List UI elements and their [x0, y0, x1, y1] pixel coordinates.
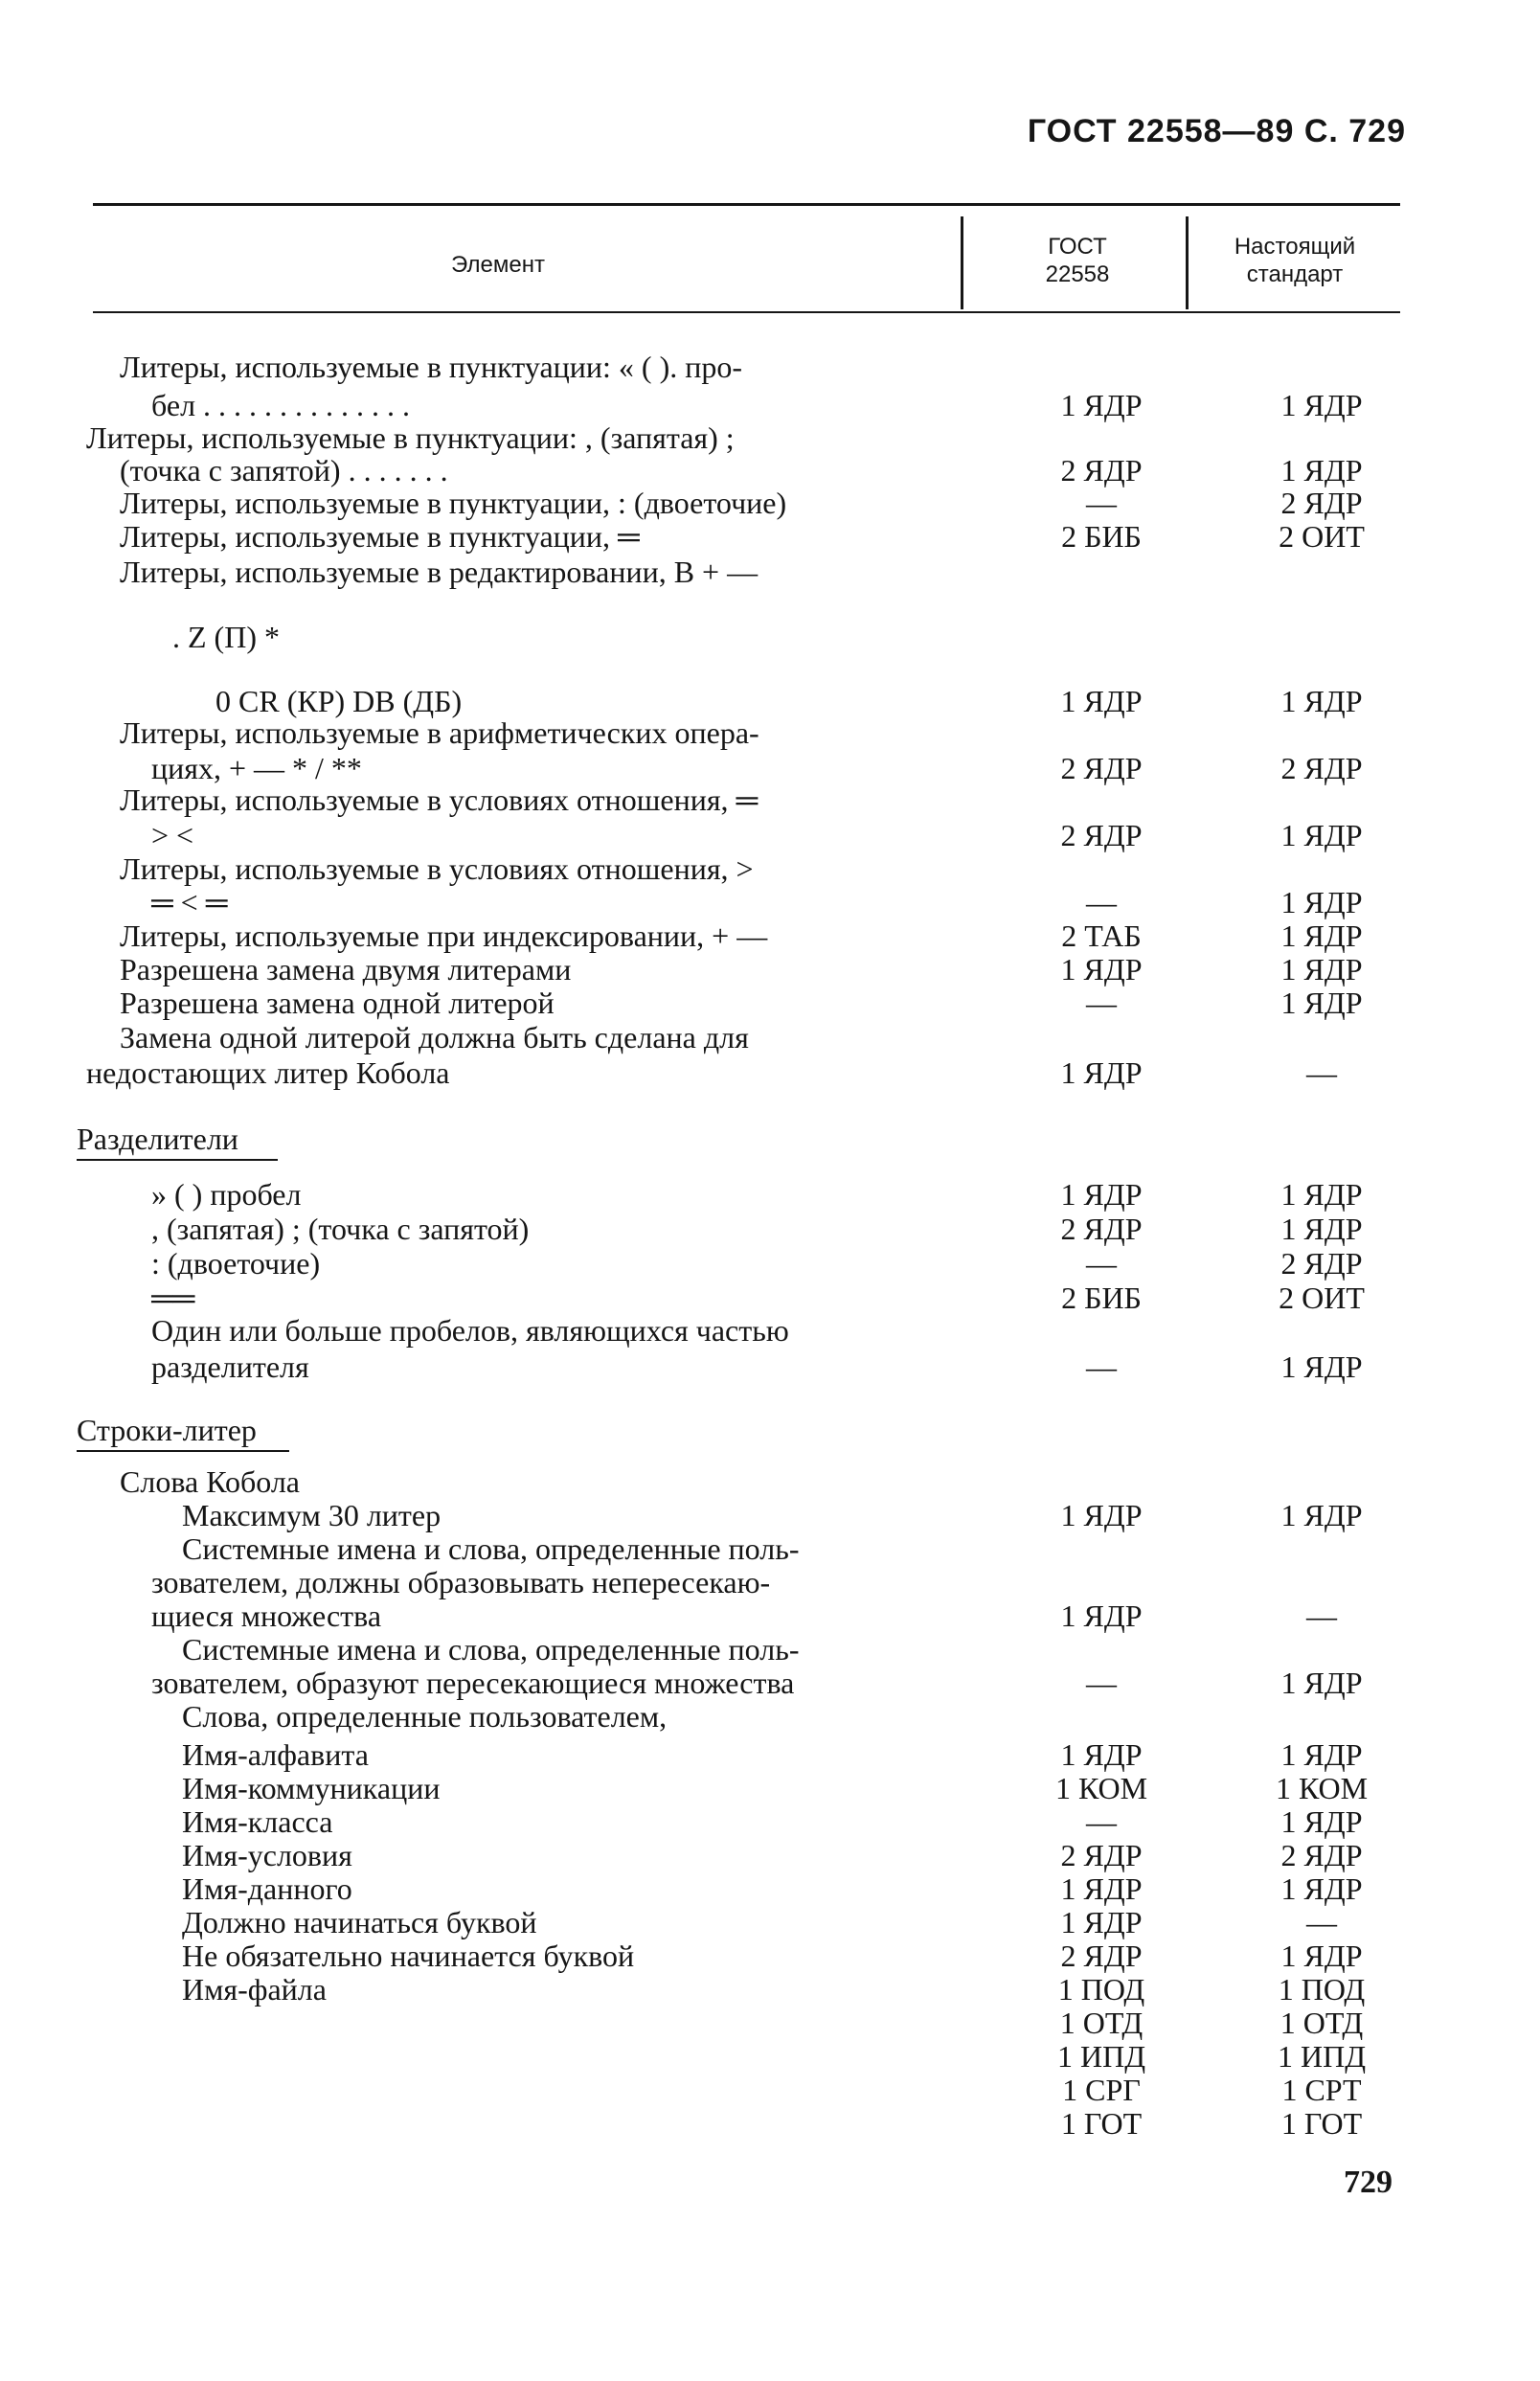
section-underline	[77, 1450, 289, 1452]
row-label: Один или больше пробелов, являющихся частью	[151, 1313, 789, 1348]
row-label: Литеры, используемые в условиях отношения, ═	[120, 782, 759, 817]
gost-value: 1 ЯДР	[1060, 1055, 1143, 1090]
gost-value: 2 БИБ	[1061, 519, 1142, 554]
table-row	[0, 2107, 1540, 2141]
column-divider-1	[961, 216, 963, 309]
standard-value: 1 ЯДР	[1280, 1804, 1363, 1839]
row-label: . Z (П) *	[172, 620, 280, 654]
gost-value: 1 ЯДР	[1060, 684, 1143, 718]
standard-value: 1 ОТД	[1280, 2006, 1364, 2040]
row-label: Системные имена и слова, определенные поль-	[182, 1531, 800, 1566]
row-label: циях, + — * / **	[151, 751, 362, 785]
row-label: Разрешена замена двумя литерами	[120, 952, 572, 986]
table-row	[0, 454, 1540, 488]
row-label: разделителя	[151, 1349, 309, 1384]
gost-value: 1 СРГ	[1062, 2073, 1141, 2107]
standard-value: 1 ЯДР	[1280, 1737, 1363, 1772]
gost-value: 2 ЯДР	[1060, 453, 1143, 488]
table-row	[0, 1667, 1540, 1700]
table-row	[0, 986, 1540, 1020]
table-row	[0, 1281, 1540, 1315]
gost-value: 1 ЯДР	[1060, 388, 1143, 422]
standard-value: 1 ЯДР	[1280, 952, 1363, 986]
gost-value: 1 КОМ	[1054, 1771, 1148, 1805]
row-label: Имя-условия	[182, 1838, 352, 1872]
gost-value: 1 ЯДР	[1060, 1498, 1143, 1532]
row-label: Литеры, используемые в пунктуации, ═	[120, 519, 640, 554]
table-row	[0, 1350, 1540, 1384]
standard-value: 1 ЯДР	[1280, 918, 1363, 953]
standard-value: 1 ЯДР	[1280, 1212, 1363, 1246]
standard-value: 1 ЯДР	[1280, 388, 1363, 422]
gost-value: 2 БИБ	[1061, 1281, 1142, 1315]
table-row	[0, 520, 1540, 554]
table-row	[0, 1973, 1540, 2007]
row-label: Не обязательно начинается буквой	[182, 1939, 635, 1973]
table-row	[0, 1021, 1540, 1054]
table-row	[0, 1633, 1540, 1667]
table-row	[0, 1939, 1540, 1973]
table-row	[0, 1738, 1540, 1772]
table-row	[0, 752, 1540, 785]
table-row	[0, 1805, 1540, 1839]
gost-value: 1 ГОТ	[1060, 2106, 1143, 2141]
table-row	[0, 1872, 1540, 1906]
gost-value: 1 ЯДР	[1060, 1871, 1143, 1906]
row-label: Слова Кобола	[120, 1464, 300, 1499]
row-label: Литеры, используемые при индексировании, + —	[120, 918, 768, 953]
standard-value: —	[1306, 1599, 1337, 1633]
row-label: Литеры, используемые в редактировании, В + —	[120, 555, 759, 589]
row-label: Должно начинаться буквой	[182, 1905, 537, 1939]
row-label: (точка с запятой) . . . . . . .	[120, 453, 448, 488]
standard-value: 2 ЯДР	[1280, 1246, 1363, 1281]
row-label: зователем, должны образовывать непересекаю-	[151, 1565, 771, 1599]
gost-value: 1 ЯДР	[1060, 952, 1143, 986]
table-row	[0, 1906, 1540, 1939]
standard-value: 2 ОИТ	[1279, 519, 1365, 554]
row-label: Имя-класса	[182, 1804, 333, 1839]
table-row	[0, 1465, 1540, 1499]
header-gost	[977, 233, 1178, 288]
standard-value: 1 ЯДР	[1280, 1498, 1363, 1532]
row-label: бел . . . . . . . . . . . . . .	[151, 388, 411, 422]
row-label: Имя-данного	[182, 1871, 352, 1906]
table-row	[0, 1056, 1540, 1090]
row-label: недостающих литер Кобола	[86, 1055, 450, 1090]
table-row	[0, 953, 1540, 986]
table-row	[0, 1772, 1540, 1805]
table-row	[0, 621, 1540, 654]
row-label: Литеры, используемые в арифметических опера-	[120, 715, 759, 750]
standard-value: 1 ЯДР	[1280, 885, 1363, 919]
table-row	[0, 1178, 1540, 1212]
row-label: : (двоеточие)	[151, 1246, 321, 1281]
gost-value: —	[1086, 486, 1117, 520]
table-row	[0, 1566, 1540, 1599]
gost-value: 2 ЯДР	[1060, 1212, 1143, 1246]
header-element: Элемент	[451, 252, 545, 278]
gost-value: —	[1086, 1246, 1117, 1281]
table-row	[0, 716, 1540, 750]
table-row	[0, 2074, 1540, 2107]
standard-value: 2 ЯДР	[1280, 751, 1363, 785]
row-label: Литеры, используемые в пунктуации: , (запятая) ;	[86, 420, 735, 455]
section-title-strings: Строки-литер	[77, 1413, 257, 1447]
gost-value: 2 ЯДР	[1060, 1939, 1143, 1973]
standard-value: 1 ЯДР	[1280, 1871, 1363, 1906]
gost-value: 1 ОТД	[1059, 2006, 1144, 2040]
row-label: Имя-файла	[182, 1972, 327, 2007]
row-label: Литеры, используемые в пунктуации, : (двоеточие)	[120, 486, 787, 520]
table-row	[0, 685, 1540, 718]
row-label: » ( ) пробел	[151, 1177, 302, 1212]
gost-value: 1 ПОД	[1057, 1972, 1145, 2007]
standard-value: 1 ЯДР	[1280, 1349, 1363, 1384]
table-row	[0, 1213, 1540, 1246]
header-standard-line1: Настоящий	[1234, 234, 1356, 260]
table-row	[0, 1499, 1540, 1532]
column-divider-2	[1186, 216, 1189, 309]
page-header: ГОСТ 22558—89 С. 729	[1027, 113, 1406, 149]
standard-value: 2 ЯДР	[1280, 1838, 1363, 1872]
standard-value: 1 ЯДР	[1280, 986, 1363, 1020]
standard-value: 2 ЯДР	[1280, 486, 1363, 520]
table-row	[0, 1247, 1540, 1281]
table-row	[0, 1532, 1540, 1566]
row-label: Имя-коммуникации	[182, 1771, 441, 1805]
standard-value: 1 ПОД	[1278, 1972, 1366, 2007]
gost-value: 1 ИПД	[1056, 2039, 1146, 2074]
table-top-rule	[93, 203, 1400, 206]
gost-value: 1 ЯДР	[1060, 1737, 1143, 1772]
row-label: Литеры, используемые в условиях отношения, >	[120, 851, 754, 886]
standard-value: 1 ЯДР	[1280, 684, 1363, 718]
table-row	[0, 2040, 1540, 2074]
gost-value: —	[1086, 1666, 1117, 1700]
section-title-separators: Разделители	[77, 1122, 238, 1156]
table-row	[0, 886, 1540, 919]
row-label: зователем, образуют пересекающиеся множества	[151, 1666, 795, 1700]
standard-value: 1 КОМ	[1275, 1771, 1369, 1805]
standard-value: —	[1306, 1055, 1337, 1090]
header-gost-line2: 22558	[1045, 261, 1110, 287]
row-label: Системные имена и слова, определенные поль-	[182, 1632, 800, 1667]
gost-value: 2 ЯДР	[1060, 751, 1143, 785]
row-label: Разрешена замена одной литерой	[120, 986, 555, 1020]
section-underline	[77, 1159, 278, 1161]
gost-value: —	[1086, 1349, 1117, 1384]
table-row	[0, 1839, 1540, 1872]
table-row	[0, 1700, 1540, 1734]
standard-value: 2 ОИТ	[1279, 1281, 1365, 1315]
gost-value: 1 ЯДР	[1060, 1177, 1143, 1212]
gost-value: 2 ТАБ	[1061, 918, 1142, 953]
table-row	[0, 1599, 1540, 1633]
header-standard	[1199, 233, 1391, 288]
gost-value: —	[1086, 885, 1117, 919]
table-row	[0, 556, 1540, 589]
gost-value: —	[1086, 1804, 1117, 1839]
row-label: щиеся множества	[151, 1599, 382, 1633]
row-label: Максимум 30 литер	[182, 1498, 442, 1532]
standard-value: 1 ИПД	[1277, 2039, 1367, 2074]
row-label: Слова, определенные пользователем,	[182, 1699, 668, 1734]
table-row	[0, 421, 1540, 455]
standard-value: —	[1306, 1905, 1337, 1939]
gost-value: 1 ЯДР	[1060, 1599, 1143, 1633]
standard-value: 1 ГОТ	[1280, 2106, 1363, 2141]
table-row	[0, 351, 1540, 384]
table-row	[0, 819, 1540, 852]
gost-value: 2 ЯДР	[1060, 1838, 1143, 1872]
page-number: 729	[1344, 2165, 1393, 2200]
row-label: Имя-алфавита	[182, 1737, 369, 1772]
gost-value: 1 ЯДР	[1060, 1905, 1143, 1939]
table-row	[0, 389, 1540, 422]
table-row	[0, 2007, 1540, 2040]
table-row	[0, 1314, 1540, 1348]
row-label: Литеры, используемые в пунктуации: « ( ). про-	[120, 350, 742, 384]
table-row	[0, 487, 1540, 520]
row-label: > <	[151, 818, 194, 852]
standard-value: 1 ЯДР	[1280, 453, 1363, 488]
gost-value: —	[1086, 986, 1117, 1020]
row-label: ═ < ═	[151, 885, 228, 919]
row-label: 0 CR (КР) DB (ДБ)	[215, 684, 463, 718]
gost-value: 2 ЯДР	[1060, 818, 1143, 852]
header-gost-line1: ГОСТ	[1048, 234, 1107, 260]
row-label: , (запятая) ; (точка с запятой)	[151, 1212, 530, 1246]
standard-value: 1 ЯДР	[1280, 1666, 1363, 1700]
table-row	[0, 919, 1540, 953]
row-label: ══	[151, 1281, 195, 1315]
standard-value: 1 ЯДР	[1280, 1177, 1363, 1212]
table-row	[0, 783, 1540, 817]
standard-value: 1 ЯДР	[1280, 818, 1363, 852]
table-row	[0, 852, 1540, 886]
header-standard-line2: стандарт	[1246, 261, 1344, 287]
standard-value: 1 СРТ	[1281, 2073, 1362, 2107]
table-header-bottom-rule	[93, 311, 1400, 313]
standard-value: 1 ЯДР	[1280, 1939, 1363, 1973]
row-label: Замена одной литерой должна быть сделана для	[120, 1020, 749, 1054]
